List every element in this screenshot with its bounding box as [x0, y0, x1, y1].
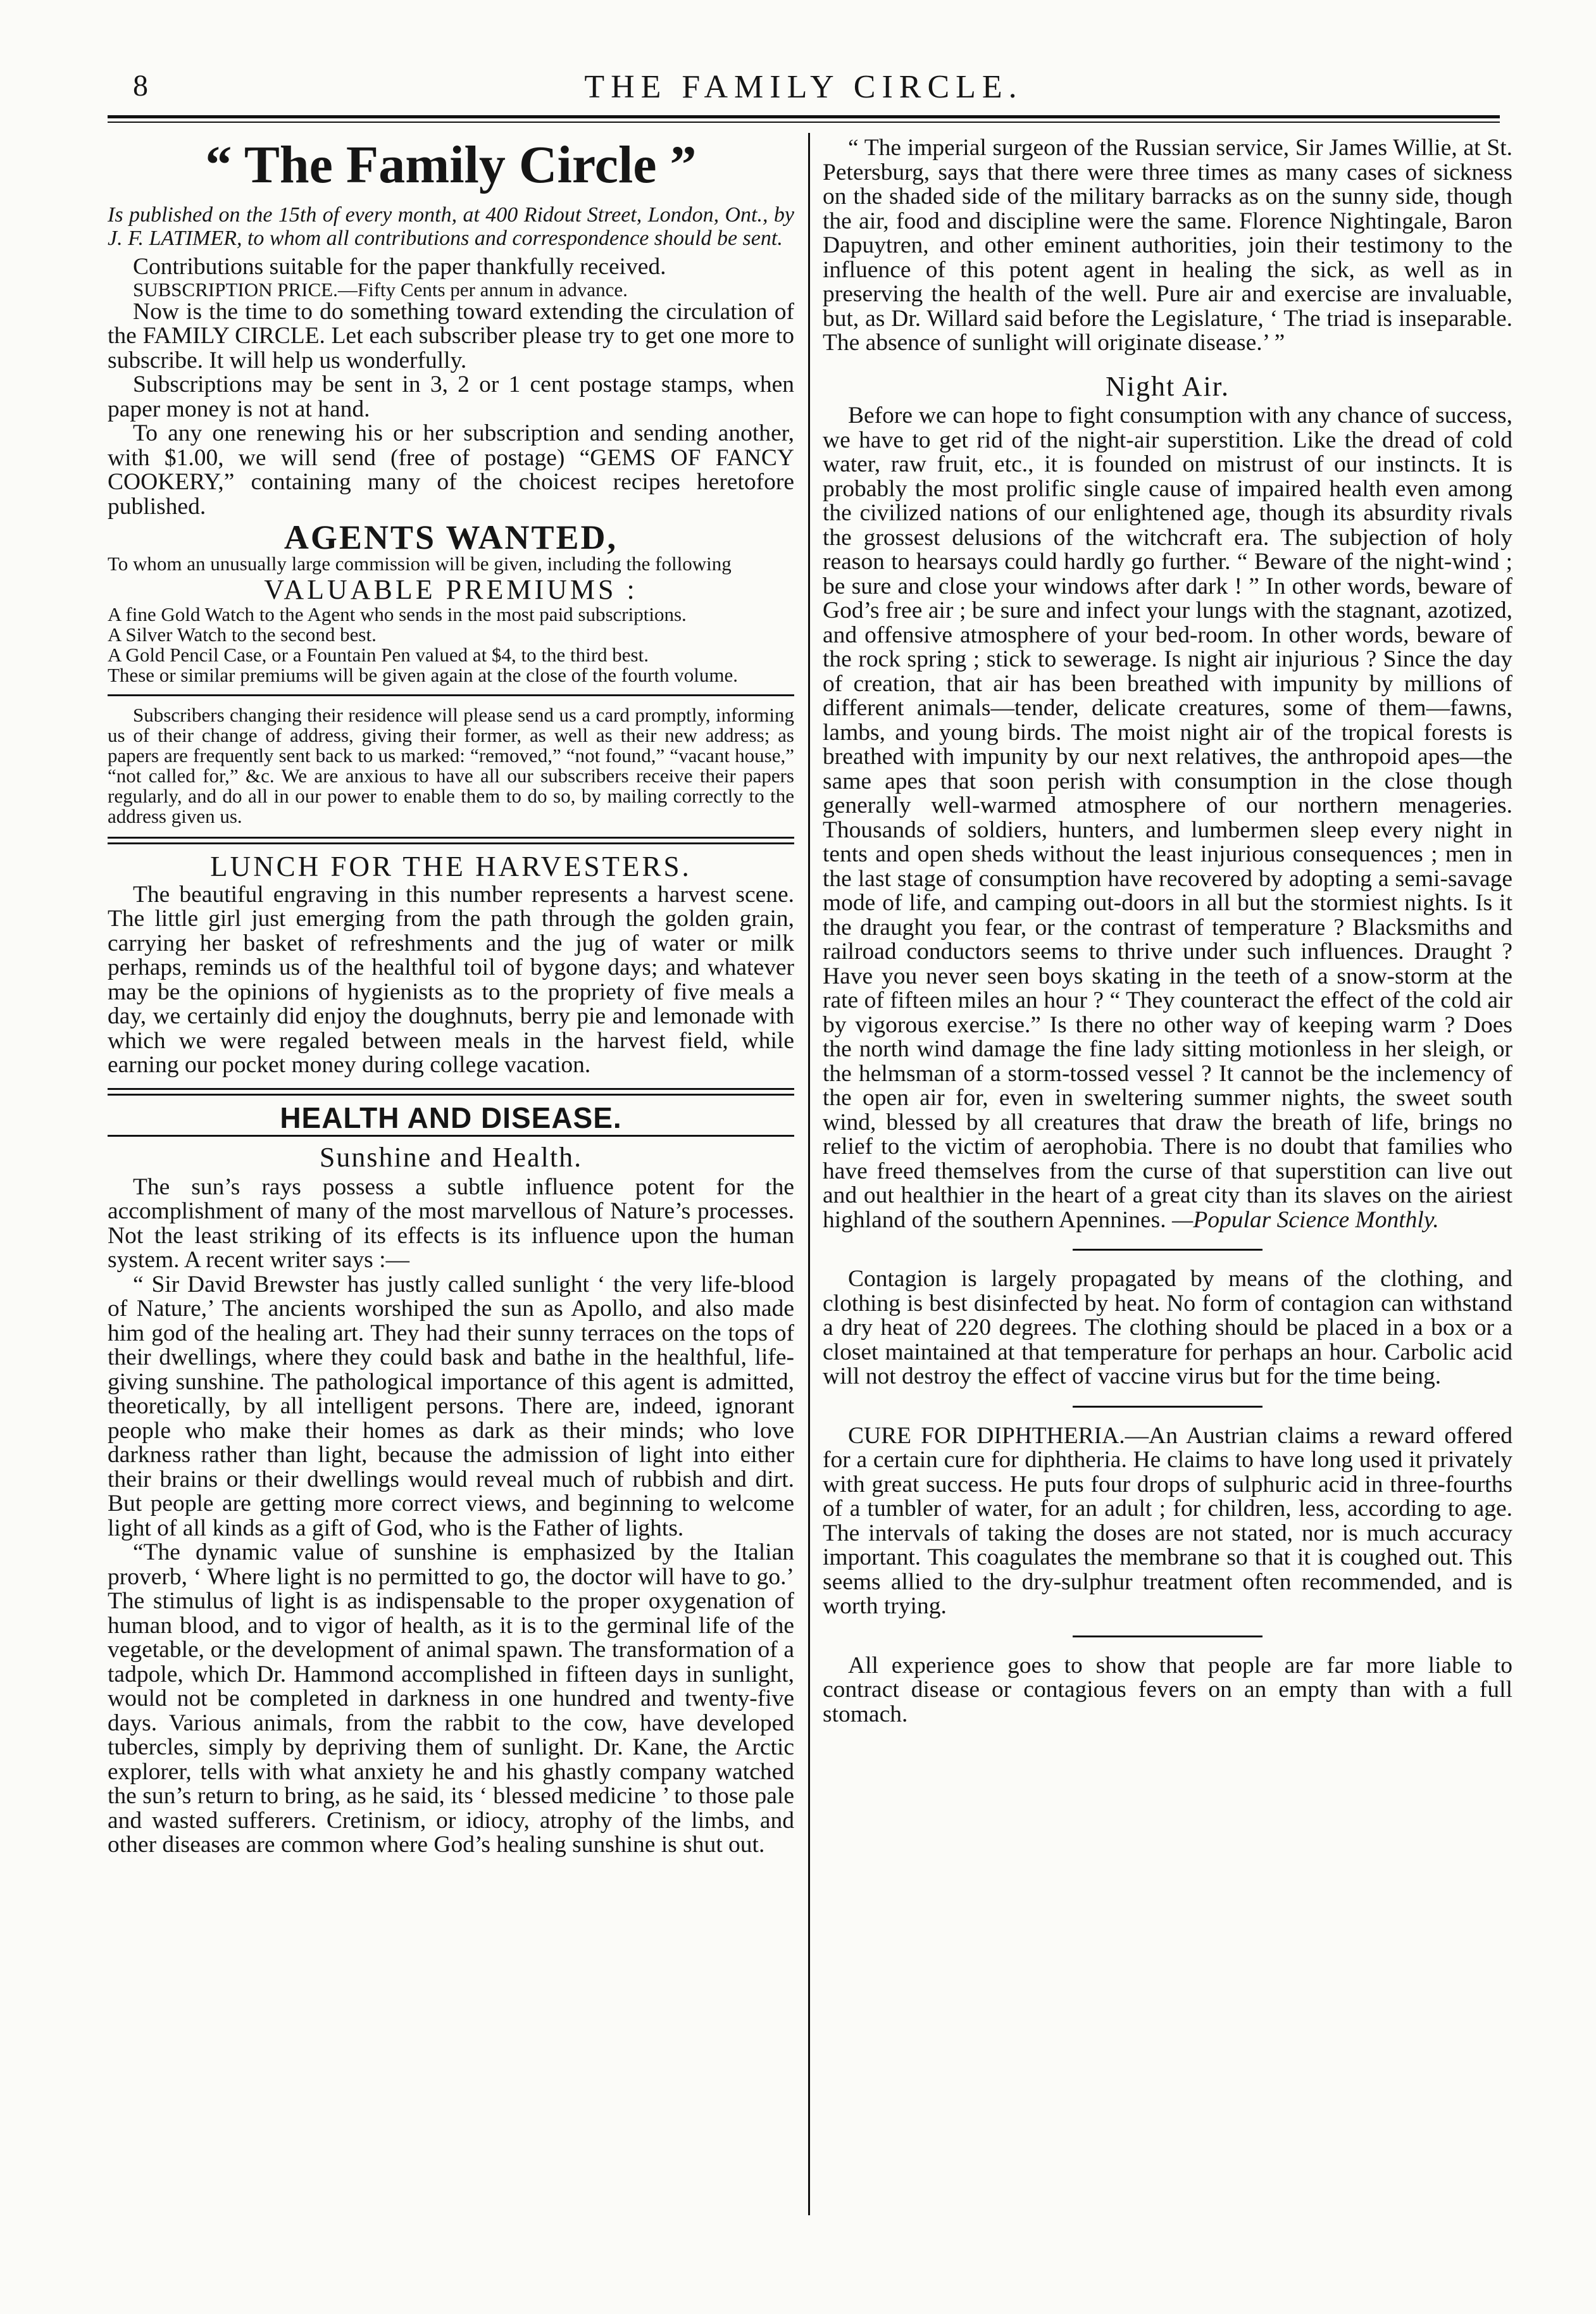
notice-contributions: Contributions suitable for the paper thankfully received. [133, 254, 666, 280]
section-double-rule [108, 837, 794, 844]
sunshine-paragraph: “ The imperial surgeon of the Russian service, Sir James Willie, at St. Petersburg, says that there were three times as many cases of sickness on the shaded side of the military barracks as on the sunny side, though the air, food and discipline were the same. Florence Nightingale, Baron Dapuytren, and other eminent authorities, join their testimony to the influence of this potent agent in healing the sick, as well as in preserving the health of the well. Pure air and exercise are invaluable, but, as Dr. Willard said before the Legislature, ‘ The triad is inseparable. The absence of sunlight will originate disease.’ ” [823, 135, 1512, 356]
sunshine-paragraph: “The dynamic value of sunshine is emphasized by the Italian proverb, ‘ Where light is no permitted to go, the doctor will have to go.’ The stimulus of light is as indispensable to the proper oxygenation of human blood, and to vigor of health, as it is to the germinal life of the vegetable, or the development of animal spawn. The transformation of a tadpole, which Dr. Hammond accomplished in fifteen days in sunlight, would not be completed in darkness in one hundred and twenty-five days. Various animals, from the rabbit to the cow, have developed tubercles, simply by depriving them of sunlight. Dr. Kane, the Arctic explorer, tells with what anxiety he and his ghastly company watched the sun’s return to bring, as he said, its ‘ blessed medicine ’ to those pale and wasted sufferers. Cretinism, or idiocy, atrophy of the limbs, and other diseases are common where God’s healing sunshine is shut out. [108, 1539, 794, 1858]
notice-circulation: Now is the time to do something toward extending the circulation of the FAMILY CIRCLE. Let each subscriber please try to get one more to subscribe. It will help us wonderfully. [108, 298, 794, 373]
running-title: THE FAMILY CIRCLE. [584, 69, 1023, 105]
section-rule [108, 694, 794, 696]
section-double-rule [108, 1088, 794, 1096]
subscribers-notice: Subscribers changing their residence will please send us a card promptly, informing us of their change of address, giving their former, as well as their new address; as papers are frequently sent back to us marked: “removed,” “not found,” “vacant house,” “not called for,” &c. We are anxious to have all our subscribers receive their papers regularly, and do all in our power to enable them to do so, by mailing correctly to the address given us. [108, 704, 794, 827]
diphtheria-text: —An Austrian claims a reward offered for a certain cure for diphtheria. He claims to have long used it privately with great success. He puts four drops of sulphuric acid in three-fourths of a tumbler of water, for an adult ; for children, less, according to age. The intervals of taking the doses are not stated, nor is much accuracy important. This coagulates the membrane so that it is coughed out. This seems allied to the dry-sulphur treatment often recommended, and is worth trying. [823, 1422, 1512, 1619]
sunshine-paragraph: “ Sir David Brewster has justly called sunlight ‘ the very life-blood of Nature,’ The ancients worshiped the sun as Apollo, and also made him god of the healing art. They had their sunny terraces on the tops of their dwellings, where they could bask and bathe in the healthful, life-giving sunshine. The pathological importance of this agent is admitted, theoretically, by all intelligent persons. There are, indeed, ignorant people who make their homes as dark as their minds; who love darkness rather than light, because the admission of light into either their brains or their dwellings would reveal much of rubbish and dirt. But people are getting more correct views, and beginning to welcome light of all kinds as a gift of God, who is the Father of lights. [108, 1271, 794, 1541]
diphtheria-lead: CURE FOR DIPHTHERIA. [848, 1422, 1125, 1449]
section-rule [108, 1135, 794, 1137]
premium-item: A Silver Watch to the second best. [108, 623, 377, 646]
premium-item: These or similar premiums will be given again at the close of the fourth volume. [108, 664, 739, 686]
column-divider [808, 133, 810, 2215]
health-heading: HEALTH AND DISEASE. [280, 1101, 622, 1134]
contagion-paragraph: Contagion is largely propagated by means of the clothing, and clothing is best disinfected by heat. No form of contagion can withstand a dry heat of 220 degrees. The clothing should be placed in a box or a closet maintained at that temperature for perhaps an hour. Carbolic acid will not destroy the effect of vaccine virus but for the time being. [823, 1266, 1512, 1389]
agents-intro: To whom an unusually large commission will be given, including the following [108, 552, 732, 575]
right-column [823, 136, 1512, 1727]
night-air-body [823, 404, 1512, 1232]
lunch-heading: LUNCH FOR THE HARVESTERS. [210, 851, 692, 882]
night-air-heading: Night Air. [1105, 370, 1230, 402]
premiums-heading: VALUABLE PREMIUMS : [264, 573, 638, 605]
lunch-body: The beautiful engraving in this number represents a harvest scene. The little girl just emerging from the path through the golden grain, carrying her basket of refreshments and the jug of water or milk perhaps, reminds us of the healthful toil of bygone days; and whatever may be the opinions of hygienists as to the propriety of five meals a day, we certainly did enjoy the doughnuts, berry pie and lemonade with which we were regaled between meals in the harvest field, while earning our pocket money during college vacation. [108, 881, 794, 1078]
short-rule [1073, 1249, 1262, 1251]
diphtheria-paragraph [823, 1424, 1512, 1619]
night-air-source: —Popular Science Monthly. [1172, 1206, 1439, 1233]
sunshine-heading: Sunshine and Health. [319, 1142, 583, 1173]
header-rule-thin [108, 122, 1500, 123]
experience-paragraph: All experience goes to show that people are far more liable to contract disease or contagious fevers on an empty than with a full stomach. [823, 1652, 1512, 1727]
sunshine-paragraph: The sun’s rays possess a subtle influence potent for the accomplishment of many of the most marvellous of Nature’s processes. Not the least striking of its effects is its influence upon the human system. A recent writer says :— [108, 1173, 794, 1273]
agents-heading: AGENTS WANTED, [284, 518, 618, 556]
masthead-logo: “ The Family Circle ” [205, 135, 697, 194]
page-number: 8 [133, 69, 148, 103]
notice-stamps: Subscriptions may be sent in 3, 2 or 1 cent postage stamps, when paper money is not at hand. [108, 372, 794, 422]
premium-item: A fine Gold Watch to the Agent who sends in the most paid subscriptions. [108, 603, 687, 625]
masthead-imprint: Is published on the 15th of every month, at 400 Ridout Street, London, Ont., by J. F. LATIMER, to whom all contributions and correspondence should be sent. [108, 203, 794, 250]
short-rule [1073, 1635, 1262, 1637]
night-air-text: Before we can hope to fight consumption with any chance of success, we have to get rid of the night-air superstition. Like the dread of cold water, raw fruit, etc., it is founded on mistrust of our instincts. It is probably the most prolific single cause of impaired health even among the civilized nations of our enlightened age, though its absurdity rivals the grossest delusions of the witchcraft era. The subjection of holy reason to hearsays could hardly go further. “ Beware of the night-wind ; be sure and close your windows after dark ! ” In other words, beware of God’s free air ; be sure and infect your lungs with the stagnant, azotized, and offensive atmosphere of your bed-room. In other words, beware of the rock spring ; stick to sewerage. Is night air injurious ? Since the day of creation, that air has been breathed with impunity by millions of different animals—tender, delicate creatures, some of them—fawns, lambs, and young birds. The moist night air of the tropical forests is breathed with impunity by our next relatives, the anthropoid apes—the same apes that soon perish with consumption in the close though generally well-warmed atmosphere of our northern menageries. Thousands of soldiers, hunters, and lumbermen sleep every night in tents and open sheds without the least injurious consequences ; men in the last stage of consumption have recovered by adopting a semi-savage mode of life, and camping out-doors in all but the stormiest nights. Is it the draught you fear, or the contrast of temperature ? Blacksmiths and railroad conductors seems to thrive under such influences. Draught ? Have you never seen boys skating in the teeth of a snow-storm at the rate of fifteen miles an hour ? “ They counteract the effect of the cold air by vigorous exercise.” Is there no other way of keeping warm ? Does the north wind damage the fine lady sitting motionless in her sleigh, or the helmsman of a storm-tossed vessel ? It cannot be the inclemency of the open air for, even in sweltering summer nights, the sweet south wind, blessed by all creatures that draw the breath of life, brings no relief to the victim of aerophobia. There is no doubt that families who have freed themselves from the curse of that superstition can live out and out healthier in the heart of a great city than its slaves on the airiest highland of the southern Apennines. [823, 403, 1512, 1233]
notice-price: SUBSCRIPTION PRICE.—Fifty Cents per annum in advance. [133, 278, 628, 301]
page-header [108, 68, 1500, 113]
left-column [108, 136, 794, 1858]
short-rule [1073, 1406, 1262, 1408]
notice-renewal: To any one renewing his or her subscription and sending another, with $1.00, we will send (free of postage) “GEMS OF FANCY COOKERY,” containing many of the choicest recipes heretofore published. [108, 420, 794, 520]
premium-item: A Gold Pencil Case, or a Fountain Pen valued at $4, to the third best. [108, 644, 649, 666]
header-rule [108, 115, 1500, 118]
